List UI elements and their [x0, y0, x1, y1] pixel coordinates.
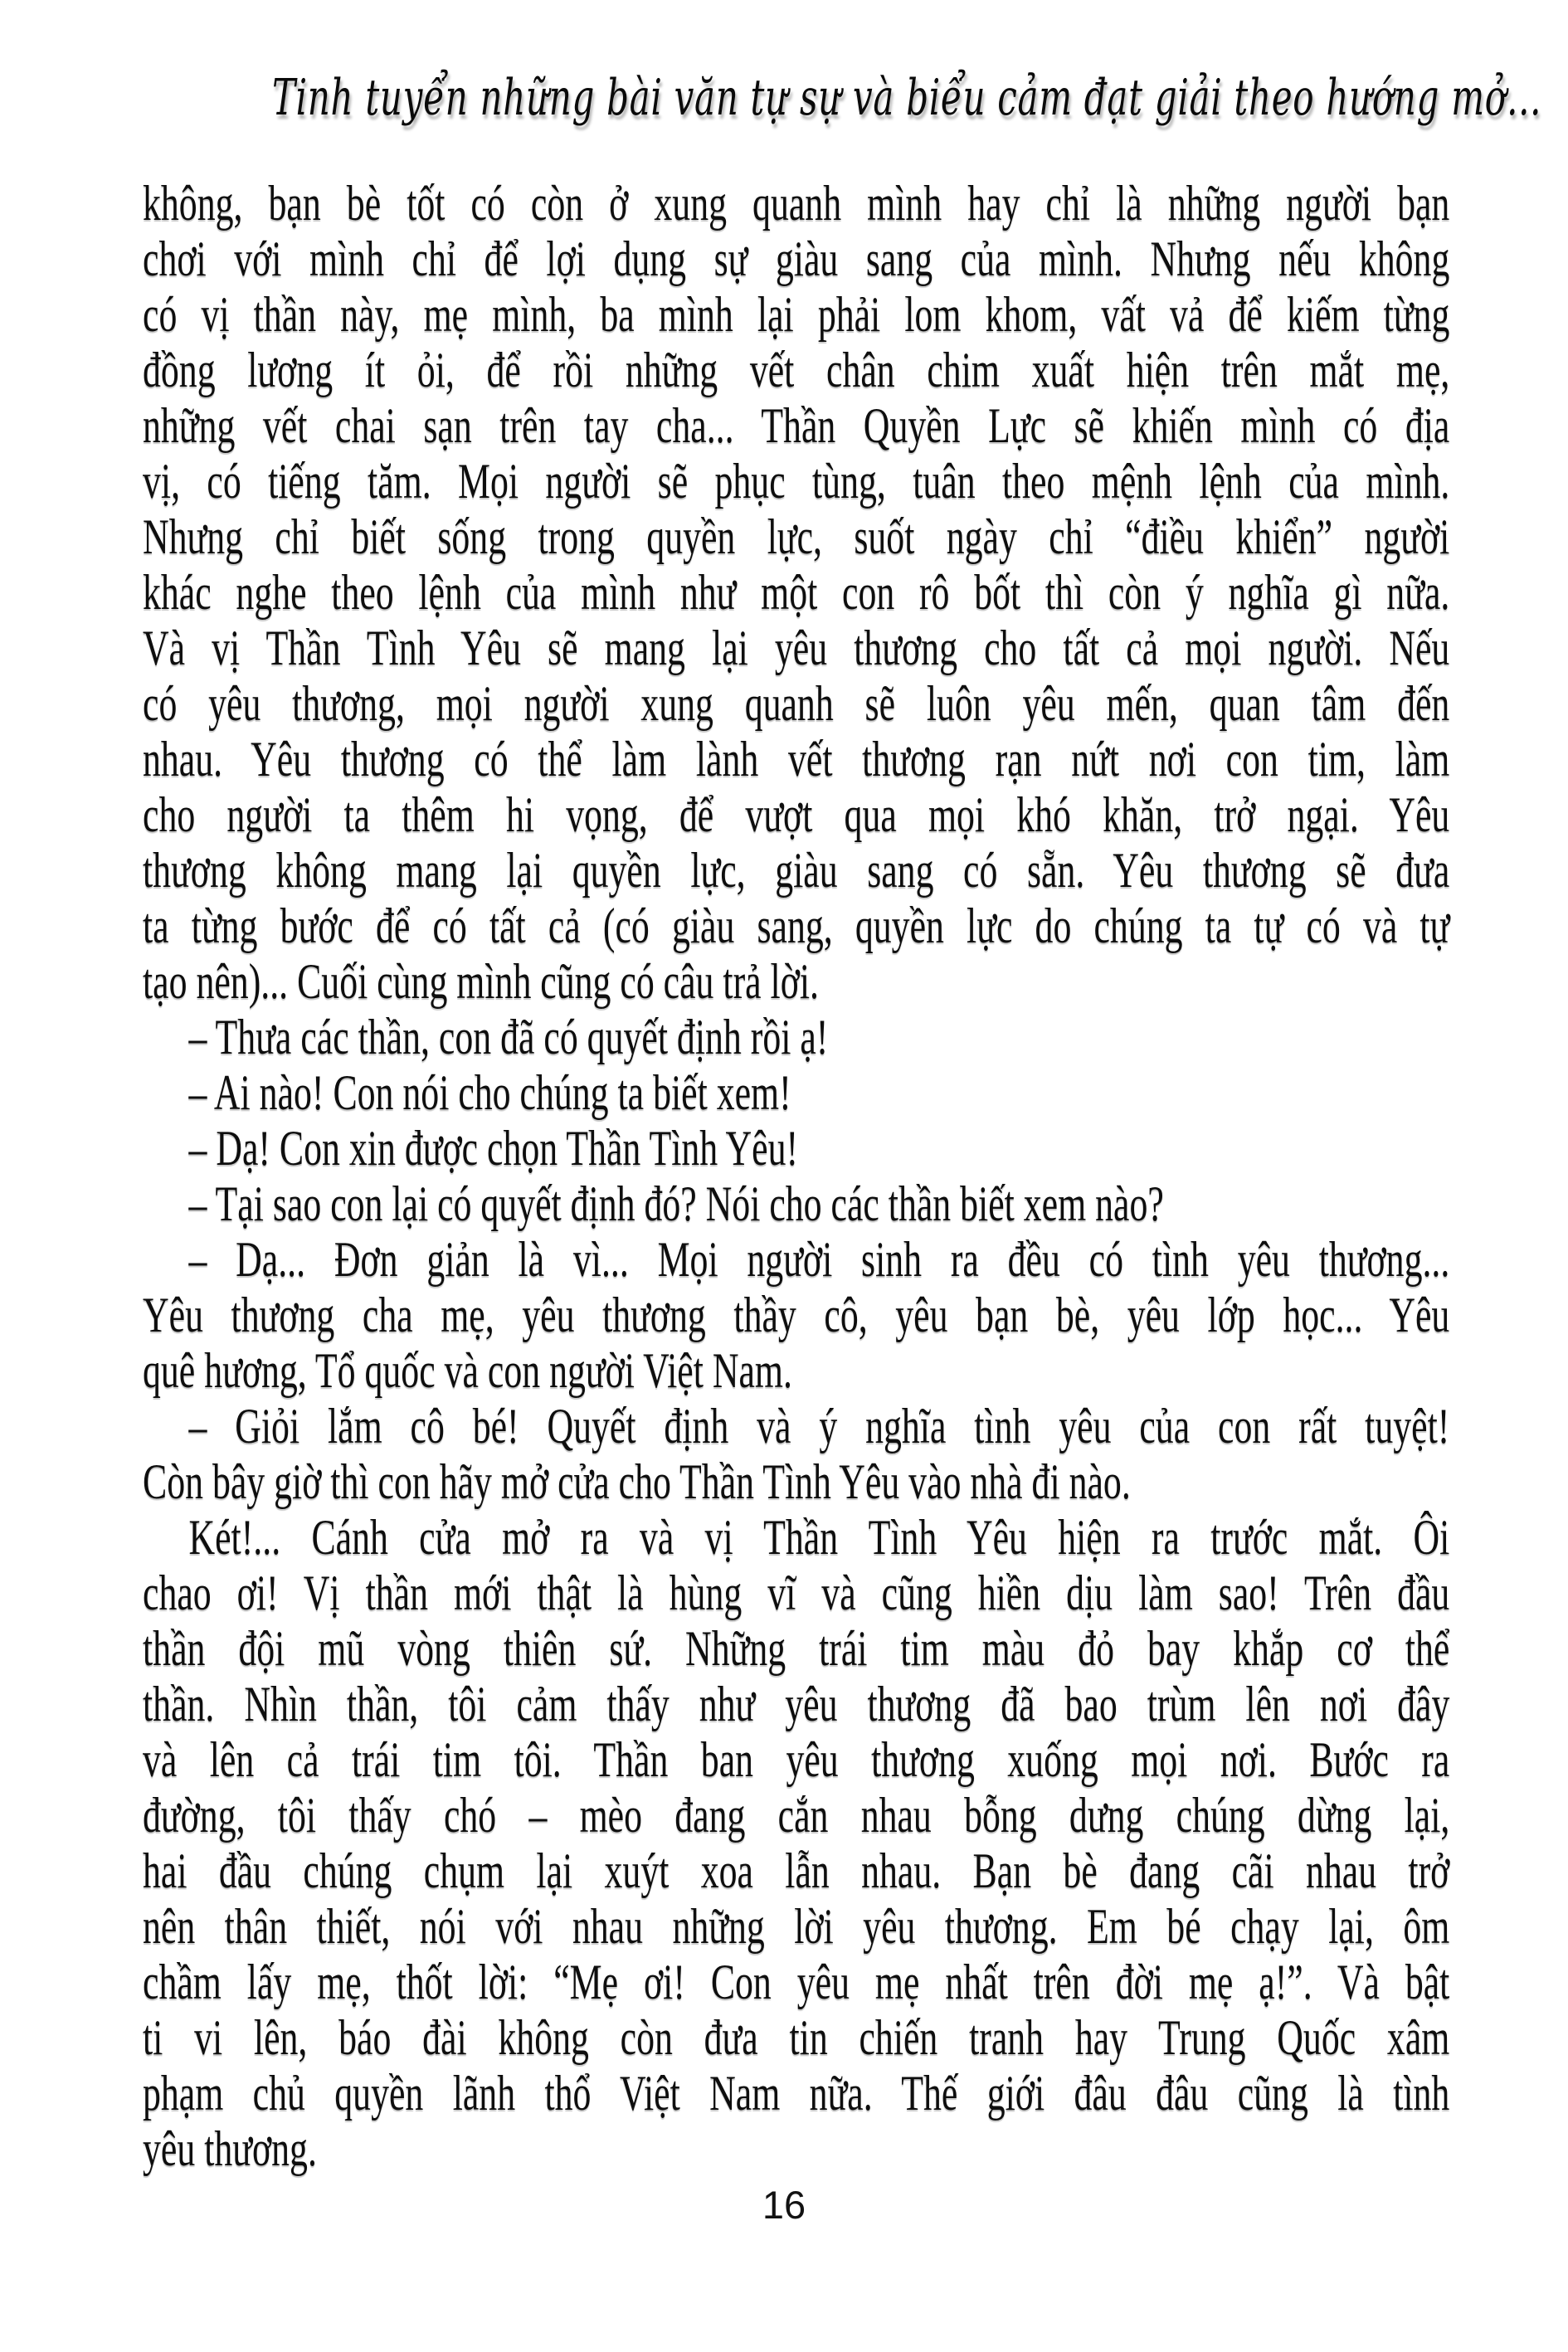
paragraph	[143, 1176, 1449, 1232]
text-line: cho người ta thêm hi vọng, để vượt qua mọi khó khăn, trở ngại. Yêu	[143, 787, 1450, 842]
text-line: khác nghe theo lệnh của mình như một con rô bốt thì còn ý nghĩa gì nữa.	[143, 565, 1450, 620]
text-line: thần. Nhìn thần, tôi cảm thấy như yêu thương đã bao trùm lên nơi đây	[143, 1677, 1450, 1731]
text-line: Và vị Thần Tình Yêu sẽ mang lại yêu thương cho tất cả mọi người. Nếu	[143, 621, 1450, 675]
text-line: ti vi lên, báo đài không còn đưa tin chiến tranh hay Trung Quốc xâm	[143, 2010, 1450, 2065]
text-line: – Thưa các thần, con đã có quyết định rồi ạ!	[188, 1010, 829, 1064]
text-line: hai đầu chúng chụm lại xuýt xoa lẫn nhau. Bạn bè đang cãi nhau trở	[143, 1843, 1450, 1898]
text-line: chơi với mình chỉ để lợi dụng sự giàu sang của mình. Nhưng nếu không	[143, 231, 1450, 286]
text-line: nhau. Yêu thương có thể làm lành vết thương rạn nứt nơi con tim, làm	[143, 732, 1450, 786]
text-line: – Giỏi lắm cô bé! Quyết định và ý nghĩa tình yêu của con rất tuyệt!	[188, 1399, 1450, 1454]
text-line: quê hương, Tổ quốc và con người Việt Nam.	[143, 1343, 792, 1398]
text-line: đường, tôi thấy chó – mèo đang cắn nhau bỗng dưng chúng dừng lại,	[143, 1788, 1450, 1843]
text-line: và lên cả trái tim tôi. Thần ban yêu thương xuống mọi nơi. Bước ra	[143, 1732, 1450, 1787]
page-number: 16	[762, 2183, 806, 2227]
text-line: nên thân thiết, nói với nhau những lời yêu thương. Em bé chạy lại, ôm	[143, 1899, 1450, 1954]
paragraph	[143, 176, 1449, 1010]
text-line: đồng lương ít ỏi, để rồi những vết chân chim xuất hiện trên mắt mẹ,	[143, 343, 1450, 397]
text-line: những vết chai sạn trên tay cha... Thần Quyền Lực sẽ khiến mình có địa	[143, 398, 1450, 453]
paragraph	[143, 1399, 1449, 1510]
text-line: chầm lấy mẹ, thốt lời: “Mẹ ơi! Con yêu mẹ nhất trên đời mẹ ạ!”. Và bật	[143, 1955, 1450, 2009]
page-body	[143, 176, 1449, 2177]
paragraph	[143, 1510, 1449, 2177]
paragraph	[143, 1232, 1449, 1399]
text-line: yêu thương.	[143, 2121, 317, 2176]
text-line: – Dạ! Con xin được chọn Thần Tình Yêu!	[188, 1121, 799, 1176]
text-line: – Dạ... Đơn giản là vì... Mọi người sinh ra đều có tình yêu thương...	[188, 1232, 1450, 1287]
page-footer	[0, 2182, 1568, 2228]
text-line: có vị thần này, mẹ mình, ba mình lại phải lom khom, vất vả để kiếm từng	[143, 287, 1450, 342]
text-line: ta từng bước để có tất cả (có giàu sang, quyền lực do chúng ta tự có và tự	[143, 898, 1450, 953]
paragraph	[143, 1065, 1449, 1121]
paragraph	[143, 1010, 1449, 1065]
text-line: Yêu thương cha mẹ, yêu thương thầy cô, yêu bạn bè, yêu lớp học... Yêu	[143, 1288, 1450, 1342]
text-line: phạm chủ quyền lãnh thổ Việt Nam nữa. Thế giới đâu đâu cũng là tình	[143, 2066, 1450, 2121]
text-line: Nhưng chỉ biết sống trong quyền lực, suốt ngày chỉ “điều khiển” người	[143, 509, 1450, 564]
text-line: Két!... Cánh cửa mở ra và vị Thần Tình Yêu hiện ra trước mắt. Ôi	[188, 1510, 1450, 1565]
text-line: vị, có tiếng tăm. Mọi người sẽ phục tùng, tuân theo mệnh lệnh của mình.	[143, 454, 1450, 509]
text-line: có yêu thương, mọi người xung quanh sẽ luôn yêu mến, quan tâm đến	[143, 676, 1450, 731]
text-line: – Ai nào! Con nói cho chúng ta biết xem!	[188, 1065, 791, 1120]
text-line: – Tại sao con lại có quyết định đó? Nói cho các thần biết xem nào?	[188, 1176, 1164, 1231]
running-header-text: Tinh tuyển những bài văn tự sự và biểu cảm đạt giải theo hướng mở…	[271, 69, 1542, 127]
text-line: chao ơi! Vị thần mới thật là hùng vĩ và cũng hiền dịu làm sao! Trên đầu	[143, 1566, 1450, 1620]
text-line: thương không mang lại quyền lực, giàu sang có sẵn. Yêu thương sẽ đưa	[143, 843, 1450, 898]
text-line: không, bạn bè tốt có còn ở xung quanh mình hay chỉ là những người bạn	[143, 176, 1450, 231]
paragraph	[143, 1121, 1449, 1176]
text-line: Còn bây giờ thì con hãy mở cửa cho Thần Tình Yêu vào nhà đi nào.	[143, 1454, 1131, 1509]
text-line: thần đội mũ vòng thiên sứ. Những trái tim màu đỏ bay khắp cơ thể	[143, 1621, 1450, 1676]
text-line: tạo nên)... Cuối cùng mình cũng có câu trả lời.	[143, 954, 820, 1009]
running-header	[0, 56, 1568, 139]
